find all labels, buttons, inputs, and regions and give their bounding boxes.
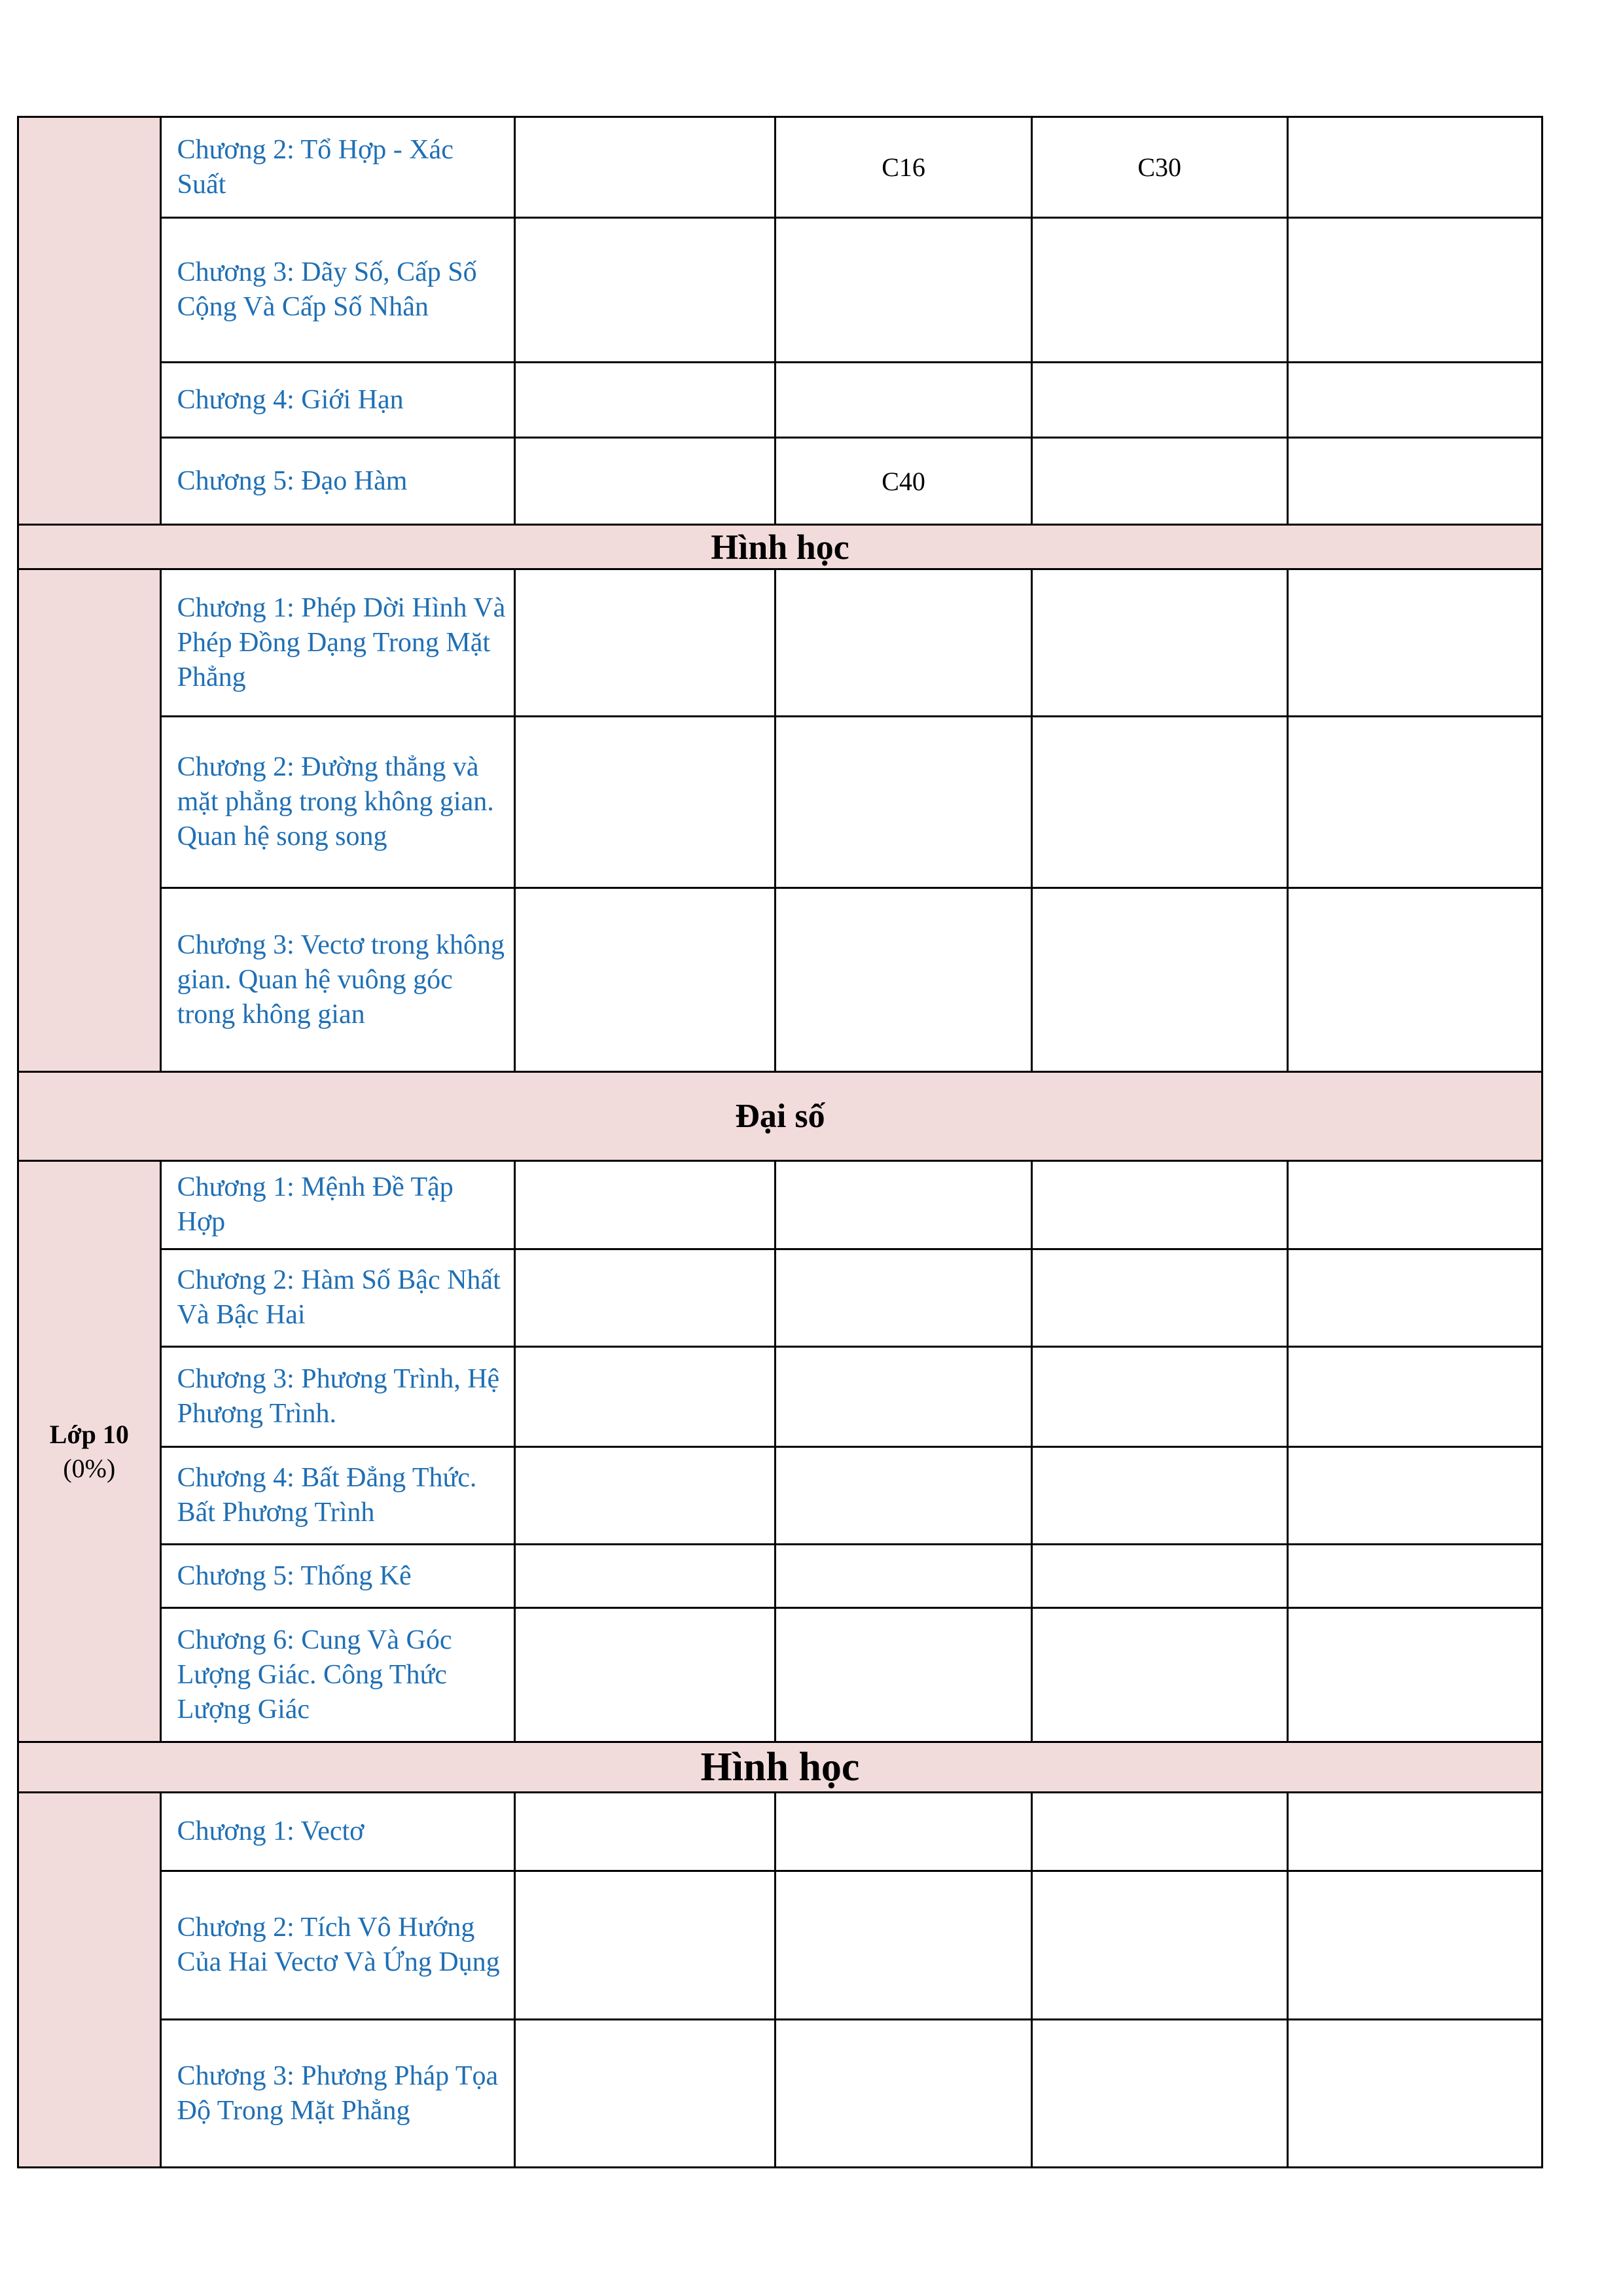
level-cell bbox=[515, 117, 776, 218]
level-cell bbox=[776, 2020, 1031, 2168]
level-cell bbox=[1287, 569, 1542, 717]
level-cell bbox=[1031, 2020, 1287, 2168]
level-cell bbox=[1031, 1545, 1287, 1608]
level-cell bbox=[1287, 1793, 1542, 1871]
level-cell: C30 bbox=[1031, 117, 1287, 218]
exam-matrix-table bbox=[17, 116, 1543, 2168]
topic-cell: Chương 6: Cung Và Góc Lượng Giác. Công Thức Lượng Giác bbox=[160, 1608, 515, 1742]
level-cell bbox=[1287, 1608, 1542, 1742]
grade-percent: (0%) bbox=[63, 1453, 116, 1483]
level-cell: C16 bbox=[776, 117, 1031, 218]
topic-cell: Chương 3: Phương Trình, Hệ Phương Trình. bbox=[160, 1347, 515, 1447]
level-cell bbox=[1287, 438, 1542, 525]
level-cell bbox=[1031, 438, 1287, 525]
grade-cell bbox=[18, 1793, 161, 2168]
level-cell bbox=[776, 1249, 1031, 1347]
section-row bbox=[18, 1072, 1543, 1161]
level-cell bbox=[515, 1347, 776, 1447]
level-cell bbox=[1031, 1249, 1287, 1347]
grade-cell bbox=[18, 569, 161, 1072]
level-cell bbox=[776, 1347, 1031, 1447]
table-row bbox=[18, 218, 1543, 363]
level-cell bbox=[515, 1249, 776, 1347]
grade-label: Lớp 10 bbox=[49, 1419, 129, 1449]
level-cell bbox=[515, 1161, 776, 1249]
topic-cell: Chương 2: Đường thẳng và mặt phẳng trong không gian. Quan hệ song song bbox=[160, 717, 515, 888]
level-cell bbox=[776, 1161, 1031, 1249]
topic-cell: Chương 4: Bất Đẳng Thức. Bất Phương Trình bbox=[160, 1447, 515, 1545]
table-row bbox=[18, 438, 1543, 525]
grade-cell bbox=[18, 1161, 161, 1742]
level-cell bbox=[776, 218, 1031, 363]
level-cell bbox=[515, 1871, 776, 2020]
level-cell bbox=[1031, 1871, 1287, 2020]
level-cell bbox=[515, 1545, 776, 1608]
topic-cell: Chương 3: Vectơ trong không gian. Quan hệ vuông góc trong không gian bbox=[160, 888, 515, 1072]
table-row bbox=[18, 1545, 1543, 1608]
table-row bbox=[18, 1447, 1543, 1545]
level-cell bbox=[1287, 1545, 1542, 1608]
level-cell bbox=[1031, 1347, 1287, 1447]
topic-cell: Chương 5: Thống Kê bbox=[160, 1545, 515, 1608]
level-cell bbox=[1287, 888, 1542, 1072]
level-cell bbox=[776, 888, 1031, 1072]
section-heading: Đại số bbox=[18, 1072, 1543, 1161]
topic-cell: Chương 2: Tích Vô Hướng Của Hai Vectơ Và Ứng Dụng bbox=[160, 1871, 515, 2020]
level-cell bbox=[515, 888, 776, 1072]
topic-cell: Chương 2: Tổ Hợp - Xác Suất bbox=[160, 117, 515, 218]
level-cell bbox=[776, 1608, 1031, 1742]
level-cell bbox=[515, 1447, 776, 1545]
table-row bbox=[18, 363, 1543, 438]
level-cell bbox=[1287, 1447, 1542, 1545]
level-cell bbox=[515, 569, 776, 717]
topic-cell: Chương 4: Giới Hạn bbox=[160, 363, 515, 438]
level-cell bbox=[515, 438, 776, 525]
section-row bbox=[18, 1742, 1543, 1793]
level-cell bbox=[1031, 1793, 1287, 1871]
level-cell bbox=[776, 363, 1031, 438]
grade-cell bbox=[18, 117, 161, 525]
level-cell bbox=[1287, 2020, 1542, 2168]
topic-cell: Chương 1: Phép Dời Hình Và Phép Đồng Dạng Trong Mặt Phẳng bbox=[160, 569, 515, 717]
table-row bbox=[18, 888, 1543, 1072]
table-row bbox=[18, 1793, 1543, 1871]
section-row bbox=[18, 525, 1543, 569]
table-row bbox=[18, 1871, 1543, 2020]
section-heading: Hình học bbox=[18, 1742, 1543, 1793]
level-cell bbox=[515, 1793, 776, 1871]
table-row bbox=[18, 1608, 1543, 1742]
table-row bbox=[18, 1249, 1543, 1347]
level-cell bbox=[515, 218, 776, 363]
level-cell bbox=[1287, 117, 1542, 218]
topic-cell: Chương 1: Mệnh Đề Tập Hợp bbox=[160, 1161, 515, 1249]
level-cell bbox=[776, 1793, 1031, 1871]
level-cell bbox=[1031, 888, 1287, 1072]
topic-cell: Chương 3: Phương Pháp Tọa Độ Trong Mặt Phẳng bbox=[160, 2020, 515, 2168]
level-cell bbox=[1031, 717, 1287, 888]
level-cell bbox=[1287, 363, 1542, 438]
level-cell bbox=[1031, 1161, 1287, 1249]
table-row bbox=[18, 569, 1543, 717]
table-row bbox=[18, 1161, 1543, 1249]
table-row bbox=[18, 717, 1543, 888]
level-cell bbox=[776, 1871, 1031, 2020]
level-cell bbox=[1287, 1347, 1542, 1447]
level-cell bbox=[1287, 1249, 1542, 1347]
level-cell bbox=[515, 363, 776, 438]
level-cell bbox=[1031, 218, 1287, 363]
level-cell bbox=[515, 717, 776, 888]
level-cell bbox=[1287, 218, 1542, 363]
level-cell bbox=[1031, 1447, 1287, 1545]
level-cell bbox=[776, 717, 1031, 888]
level-cell bbox=[776, 569, 1031, 717]
level-cell bbox=[1287, 717, 1542, 888]
topic-cell: Chương 1: Vectơ bbox=[160, 1793, 515, 1871]
level-cell bbox=[776, 1545, 1031, 1608]
table-row bbox=[18, 2020, 1543, 2168]
topic-cell: Chương 5: Đạo Hàm bbox=[160, 438, 515, 525]
level-cell: C40 bbox=[776, 438, 1031, 525]
level-cell bbox=[1031, 1608, 1287, 1742]
level-cell bbox=[776, 1447, 1031, 1545]
level-cell bbox=[515, 1608, 776, 1742]
level-cell bbox=[1287, 1161, 1542, 1249]
level-cell bbox=[1031, 569, 1287, 717]
section-heading: Hình học bbox=[18, 525, 1543, 569]
topic-cell: Chương 3: Dãy Số, Cấp Số Cộng Và Cấp Số Nhân bbox=[160, 218, 515, 363]
table-row bbox=[18, 1347, 1543, 1447]
level-cell bbox=[1031, 363, 1287, 438]
table-row bbox=[18, 117, 1543, 218]
level-cell bbox=[1287, 1871, 1542, 2020]
topic-cell: Chương 2: Hàm Số Bậc Nhất Và Bậc Hai bbox=[160, 1249, 515, 1347]
level-cell bbox=[515, 2020, 776, 2168]
